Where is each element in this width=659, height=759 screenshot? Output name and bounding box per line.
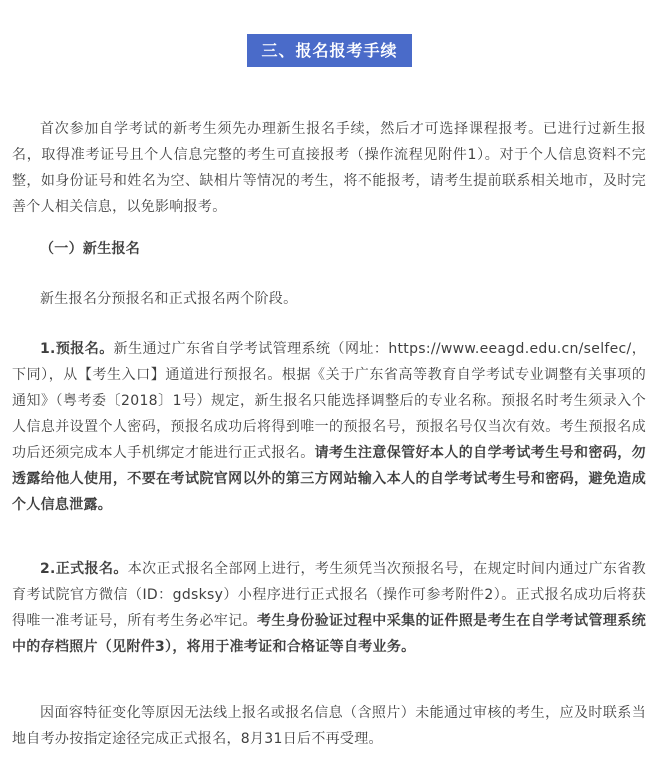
formal-registration-body: 本次正式报名全部网上进行，考生须凭当次预报名号，在规定时间内通过广东省教育考试院官方微信（ID：gdsksy）小程序进行正式报名（操作可参考附件2）。正式报名成功后将获得唯一准考证号，所有考生务必牢记。 (12, 561, 646, 629)
subsection-heading-text: （一）新生报名 (40, 241, 141, 257)
pre-registration-paragraph (12, 336, 646, 518)
overview-text: 新生报名分预报名和正式报名两个阶段。 (40, 291, 298, 307)
pre-registration-text (12, 336, 646, 518)
formal-registration-note: 考生身份验证过程中采集的证件照是考生在自学考试管理系统中的存档照片（见附件3），将用于准考证和合格证等自考业务。 (12, 613, 646, 655)
intro-paragraph (12, 116, 646, 220)
title-wrap (0, 34, 659, 67)
exception-text: 因面容特征变化等原因无法线上报名或报名信息（含照片）未能通过审核的考生，应及时联系当地自考办按指定途径完成正式报名，8月31日后不再受理。 (12, 705, 646, 747)
formal-registration-text (12, 556, 646, 660)
formal-registration-label: 2.正式报名。 (40, 561, 128, 577)
section-title: 三、报名报考手续 (247, 34, 411, 67)
intro-text: 首次参加自学考试的新考生须先办理新生报名手续，然后才可选择课程报考。已进行过新生报名，取得准考证号且个人信息完整的考生可直接报考（操作流程见附件1）。对于个人信息资料不完整，如身份证号和姓名为空、缺相片等情况的考生，将不能报考，请考生提前联系相关地市，及时完善个人相关信息，以免影响报考。 (12, 121, 646, 215)
pre-registration-warning: 请考生注意保管好本人的自学考试考生号和密码，勿透露给他人使用，不要在考试院官网以外的第三方网站输入本人的自学考试考生号和密码，避免造成个人信息泄露。 (12, 445, 646, 513)
overview-paragraph (12, 286, 646, 312)
exception-paragraph (12, 700, 646, 752)
pre-registration-body: 新生通过广东省自学考试管理系统（网址：https://www.eeagd.edu.cn/selfec/，下同），从【考生入口】通道进行预报名。根据《关于广东省高等教育自学考试专业调整有关事项的通知》（粤考委〔2018〕1号）规定，新生报名只能选择调整后的专业名称。预报名时考生须录入个人信息并设置个人密码，预报名成功后将得到唯一的预报名号，预报名号仅当次有效。考生预报名成功后还须完成本人手机绑定才能进行正式报名。 (12, 341, 646, 461)
pre-registration-label: 1.预报名。 (40, 341, 114, 357)
formal-registration-paragraph (12, 556, 646, 660)
subsection-heading (12, 236, 646, 262)
